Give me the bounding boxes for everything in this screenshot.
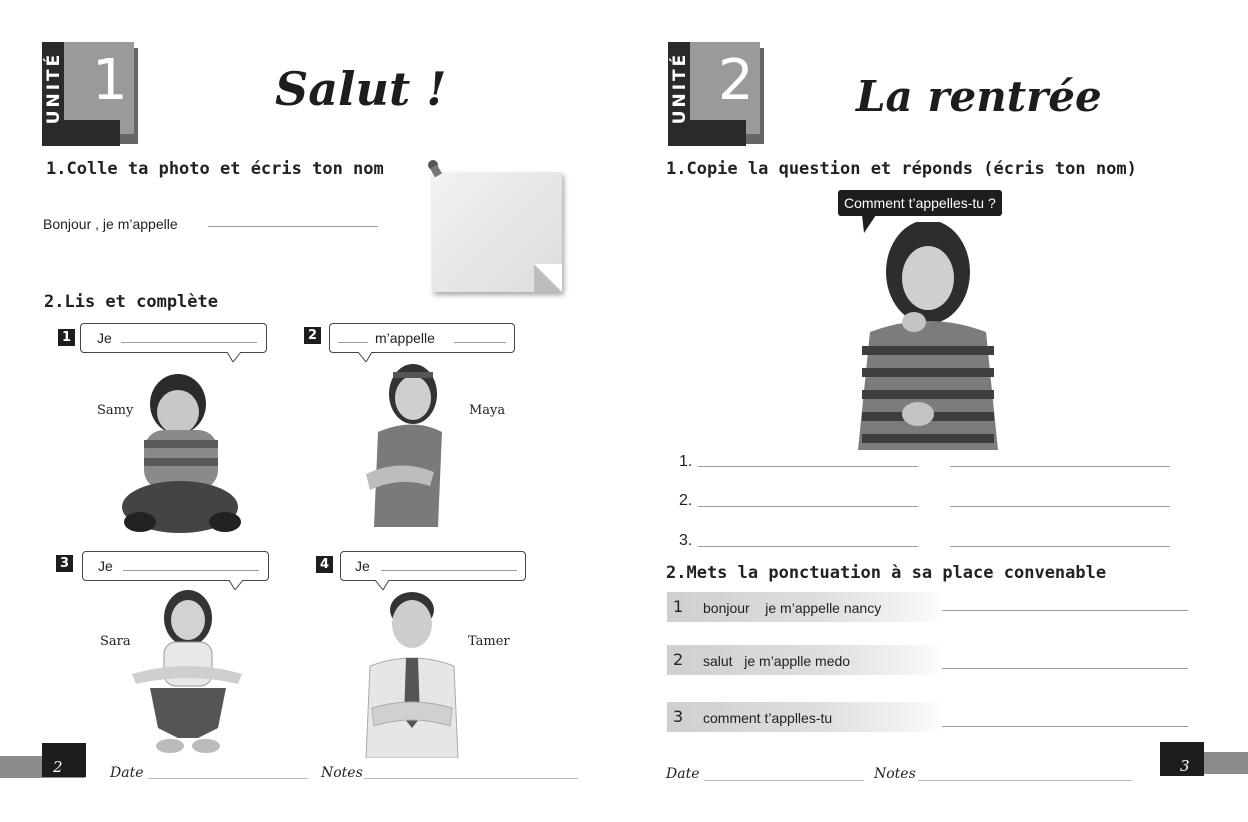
exercise-1-sentence: Bonjour , je m’appelle [43, 216, 178, 232]
exercise-1-heading: 1.Colle ta photo et écris ton nom [46, 159, 384, 179]
answer-line[interactable] [950, 466, 1170, 467]
unit-word: UNITÉ [44, 51, 64, 125]
bubble-answer-line[interactable] [338, 342, 368, 343]
item-number-badge: 2 [304, 327, 321, 344]
speech-bubble-2 [329, 323, 515, 353]
page-title: La rentrée [856, 72, 1102, 121]
punctuation-item-1 [667, 592, 947, 622]
item-number-badge: 4 [316, 556, 333, 573]
answer-line[interactable] [698, 466, 918, 467]
answer-line[interactable] [942, 668, 1188, 669]
child-name-maya: Maya [469, 403, 506, 418]
footer-date-label: Date [110, 765, 144, 781]
answer-line[interactable] [698, 506, 918, 507]
answer-line[interactable] [950, 506, 1170, 507]
bubble-text: Je [355, 558, 370, 574]
unit-badge-1 [42, 42, 138, 142]
bubble-answer-line[interactable] [121, 342, 257, 343]
answer-line-number: 2. [679, 492, 693, 509]
unit-badge-2 [668, 42, 764, 142]
notes-line[interactable] [364, 778, 578, 779]
exercise-2-heading: 2.Mets la ponctuation à sa place convenable [666, 563, 1107, 583]
unit-word: UNITÉ [670, 51, 690, 125]
answer-line-number: 3. [679, 532, 693, 549]
answer-line-number: 1. [679, 453, 693, 470]
child-name-samy: Samy [97, 403, 134, 418]
date-line[interactable] [148, 778, 308, 779]
punctuation-item-3 [667, 702, 947, 732]
bubble-tail [358, 352, 372, 362]
answer-line[interactable] [942, 726, 1188, 727]
item-text: bonjour je m’appelle nancy [703, 600, 882, 616]
exercise-2-heading: 2.Lis et complète [44, 292, 218, 312]
page-title: Salut ! [275, 62, 447, 116]
child-name-tamer: Tamer [468, 634, 510, 649]
child-name-sara: Sara [100, 634, 131, 649]
footer-notes-label: Notes [874, 766, 916, 782]
photo-placeholder[interactable] [432, 172, 562, 292]
child-photo-maya [360, 362, 450, 527]
bubble-tail [227, 352, 241, 362]
speech-bubble-1 [80, 323, 267, 353]
speech-bubble-3 [82, 551, 269, 581]
bubble-text: m’appelle [375, 330, 435, 346]
unit-number: 2 [718, 48, 754, 113]
bubble-text: Je [97, 330, 112, 346]
child-photo-samy [120, 372, 250, 542]
punctuation-item-2 [667, 645, 947, 675]
footer-date-label: Date [666, 766, 700, 782]
answer-line[interactable] [698, 546, 918, 547]
unit-number: 1 [92, 48, 128, 113]
question-text: Comment t’appelles-tu ? [844, 195, 996, 211]
item-text: comment t’applles-tu [703, 710, 833, 726]
child-photo-sara [128, 588, 246, 758]
notes-line[interactable] [918, 780, 1132, 781]
bubble-answer-line[interactable] [381, 570, 517, 571]
item-number: 2 [673, 650, 684, 669]
bubble-answer-line[interactable] [454, 342, 506, 343]
answer-line[interactable] [950, 546, 1170, 547]
answer-line[interactable] [942, 610, 1188, 611]
speech-bubble-4 [340, 551, 526, 581]
bubble-text: Je [98, 558, 113, 574]
girl-photo [856, 222, 1000, 450]
page-number-block [42, 743, 86, 777]
item-number-badge: 3 [56, 555, 73, 572]
page-curl [534, 264, 562, 292]
item-number-badge: 1 [58, 329, 75, 346]
child-photo-tamer [362, 588, 462, 758]
question-bubble [838, 190, 1002, 216]
name-answer-line[interactable] [208, 226, 378, 227]
page-number: 3 [1180, 757, 1190, 775]
item-text: salut je m’applle medo [703, 653, 851, 669]
exercise-1-heading: 1.Copie la question et réponds (écris ton nom) [666, 159, 1137, 179]
footer-notes-label: Notes [321, 765, 363, 781]
page-number: 2 [53, 758, 63, 776]
item-number: 3 [673, 707, 684, 726]
date-line[interactable] [704, 780, 864, 781]
item-number: 1 [673, 597, 684, 616]
bubble-answer-line[interactable] [123, 570, 259, 571]
